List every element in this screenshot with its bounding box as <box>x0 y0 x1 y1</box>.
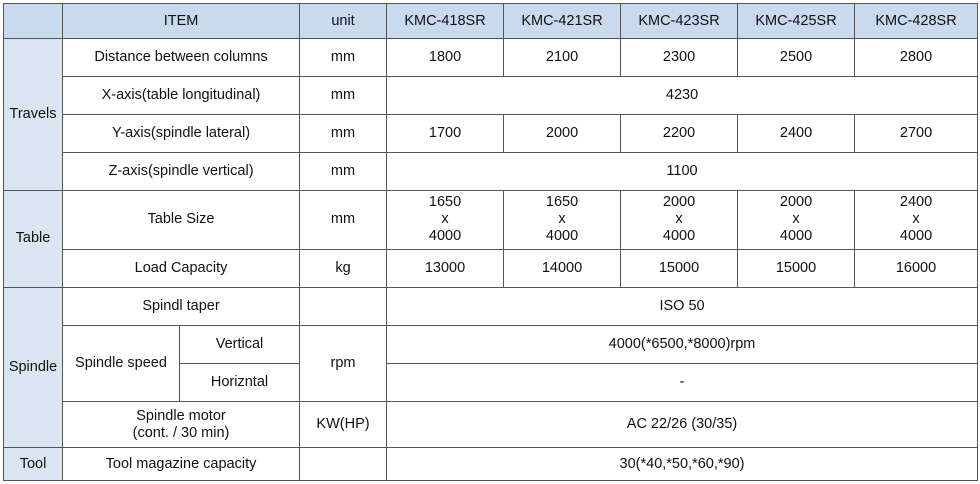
unit-cell: rpm <box>300 325 387 401</box>
header-row <box>4 4 978 39</box>
header-model: KMC-425SR <box>738 4 855 39</box>
value-cell: 1700 <box>387 114 504 152</box>
row-label: Load Capacity <box>63 249 300 287</box>
value-cell: 2800 <box>855 39 978 77</box>
size-times: x <box>792 211 800 228</box>
table-row-motor <box>4 401 978 447</box>
unit-cell: mm <box>300 114 387 152</box>
table-row-x-axis <box>4 76 978 114</box>
header-model: KMC-423SR <box>621 4 738 39</box>
size-times: x <box>441 211 449 228</box>
size-width: 2000 <box>779 194 813 211</box>
value-cell: 13000 <box>387 249 504 287</box>
group-spindle: Spindle <box>4 287 63 447</box>
unit-cell <box>300 448 387 481</box>
size-length: 4000 <box>545 228 579 245</box>
value-cell-merged: 4000(*6500,*8000)rpm <box>387 325 978 363</box>
table-row-load <box>4 249 978 287</box>
table-row-y-axis <box>4 114 978 152</box>
header-model: KMC-428SR <box>855 4 978 39</box>
unit-cell: mm <box>300 190 387 249</box>
size-length: 4000 <box>428 228 462 245</box>
value-cell-merged: 30(*40,*50,*60,*90) <box>387 448 978 481</box>
size-width: 2000 <box>662 194 696 211</box>
header-model: KMC-418SR <box>387 4 504 39</box>
value-cell-stacked <box>387 190 504 249</box>
value-cell: 14000 <box>504 249 621 287</box>
sub-label: Vertical <box>180 325 300 363</box>
table-row-table-size <box>4 190 978 249</box>
value-cell-merged: 1100 <box>387 152 978 190</box>
value-cell: 2400 <box>738 114 855 152</box>
unit-cell: mm <box>300 152 387 190</box>
value-cell-stacked <box>621 190 738 249</box>
row-label: Spindle speed <box>63 325 180 401</box>
row-label: Table Size <box>63 190 300 249</box>
size-times: x <box>558 211 566 228</box>
value-cell: 2500 <box>738 39 855 77</box>
row-label <box>63 401 300 447</box>
table-row-distance <box>4 39 978 77</box>
row-label: Z-axis(spindle vertical) <box>63 152 300 190</box>
row-label: X-axis(table longitudinal) <box>63 76 300 114</box>
group-travels: Travels <box>4 39 63 191</box>
header-blank-cell <box>4 4 63 39</box>
unit-cell: mm <box>300 39 387 77</box>
value-cell: 2700 <box>855 114 978 152</box>
size-width: 2400 <box>899 194 933 211</box>
row-label: Spindl taper <box>63 287 300 325</box>
value-cell-merged: 4230 <box>387 76 978 114</box>
table-row-taper <box>4 287 978 325</box>
row-label: Distance between columns <box>63 39 300 77</box>
value-cell: 15000 <box>621 249 738 287</box>
table-row-z-axis <box>4 152 978 190</box>
table-row-magazine <box>4 448 978 481</box>
value-cell: 2100 <box>504 39 621 77</box>
value-cell: 2300 <box>621 39 738 77</box>
size-length: 4000 <box>779 228 813 245</box>
value-cell-stacked <box>504 190 621 249</box>
size-width: 1650 <box>428 194 462 211</box>
row-label: Y-axis(spindle lateral) <box>63 114 300 152</box>
row-label: Tool magazine capacity <box>63 448 300 481</box>
value-cell-merged: AC 22/26 (30/35) <box>387 401 978 447</box>
size-width: 1650 <box>545 194 579 211</box>
value-cell: 16000 <box>855 249 978 287</box>
header-item: ITEM <box>63 4 300 39</box>
size-times: x <box>912 211 920 228</box>
size-times: x <box>675 211 683 228</box>
header-model: KMC-421SR <box>504 4 621 39</box>
value-cell-merged: ISO 50 <box>387 287 978 325</box>
unit-cell: kg <box>300 249 387 287</box>
table-row-speed-vertical <box>4 325 978 363</box>
value-cell: 1800 <box>387 39 504 77</box>
value-cell-stacked <box>738 190 855 249</box>
size-length: 4000 <box>899 228 933 245</box>
header-unit: unit <box>300 4 387 39</box>
spec-table <box>3 3 978 481</box>
value-cell: 2200 <box>621 114 738 152</box>
unit-cell <box>300 287 387 325</box>
sub-label: Horizntal <box>180 363 300 401</box>
motor-label-line1: Spindle motor <box>136 407 226 424</box>
value-cell: 15000 <box>738 249 855 287</box>
motor-label-line2: (cont. / 30 min) <box>132 424 230 441</box>
group-table: Table <box>4 190 63 287</box>
unit-cell: mm <box>300 76 387 114</box>
unit-cell: KW(HP) <box>300 401 387 447</box>
value-cell-stacked <box>855 190 978 249</box>
group-tool: Tool <box>4 448 63 481</box>
value-cell-merged: - <box>387 363 978 401</box>
size-length: 4000 <box>662 228 696 245</box>
value-cell: 2000 <box>504 114 621 152</box>
